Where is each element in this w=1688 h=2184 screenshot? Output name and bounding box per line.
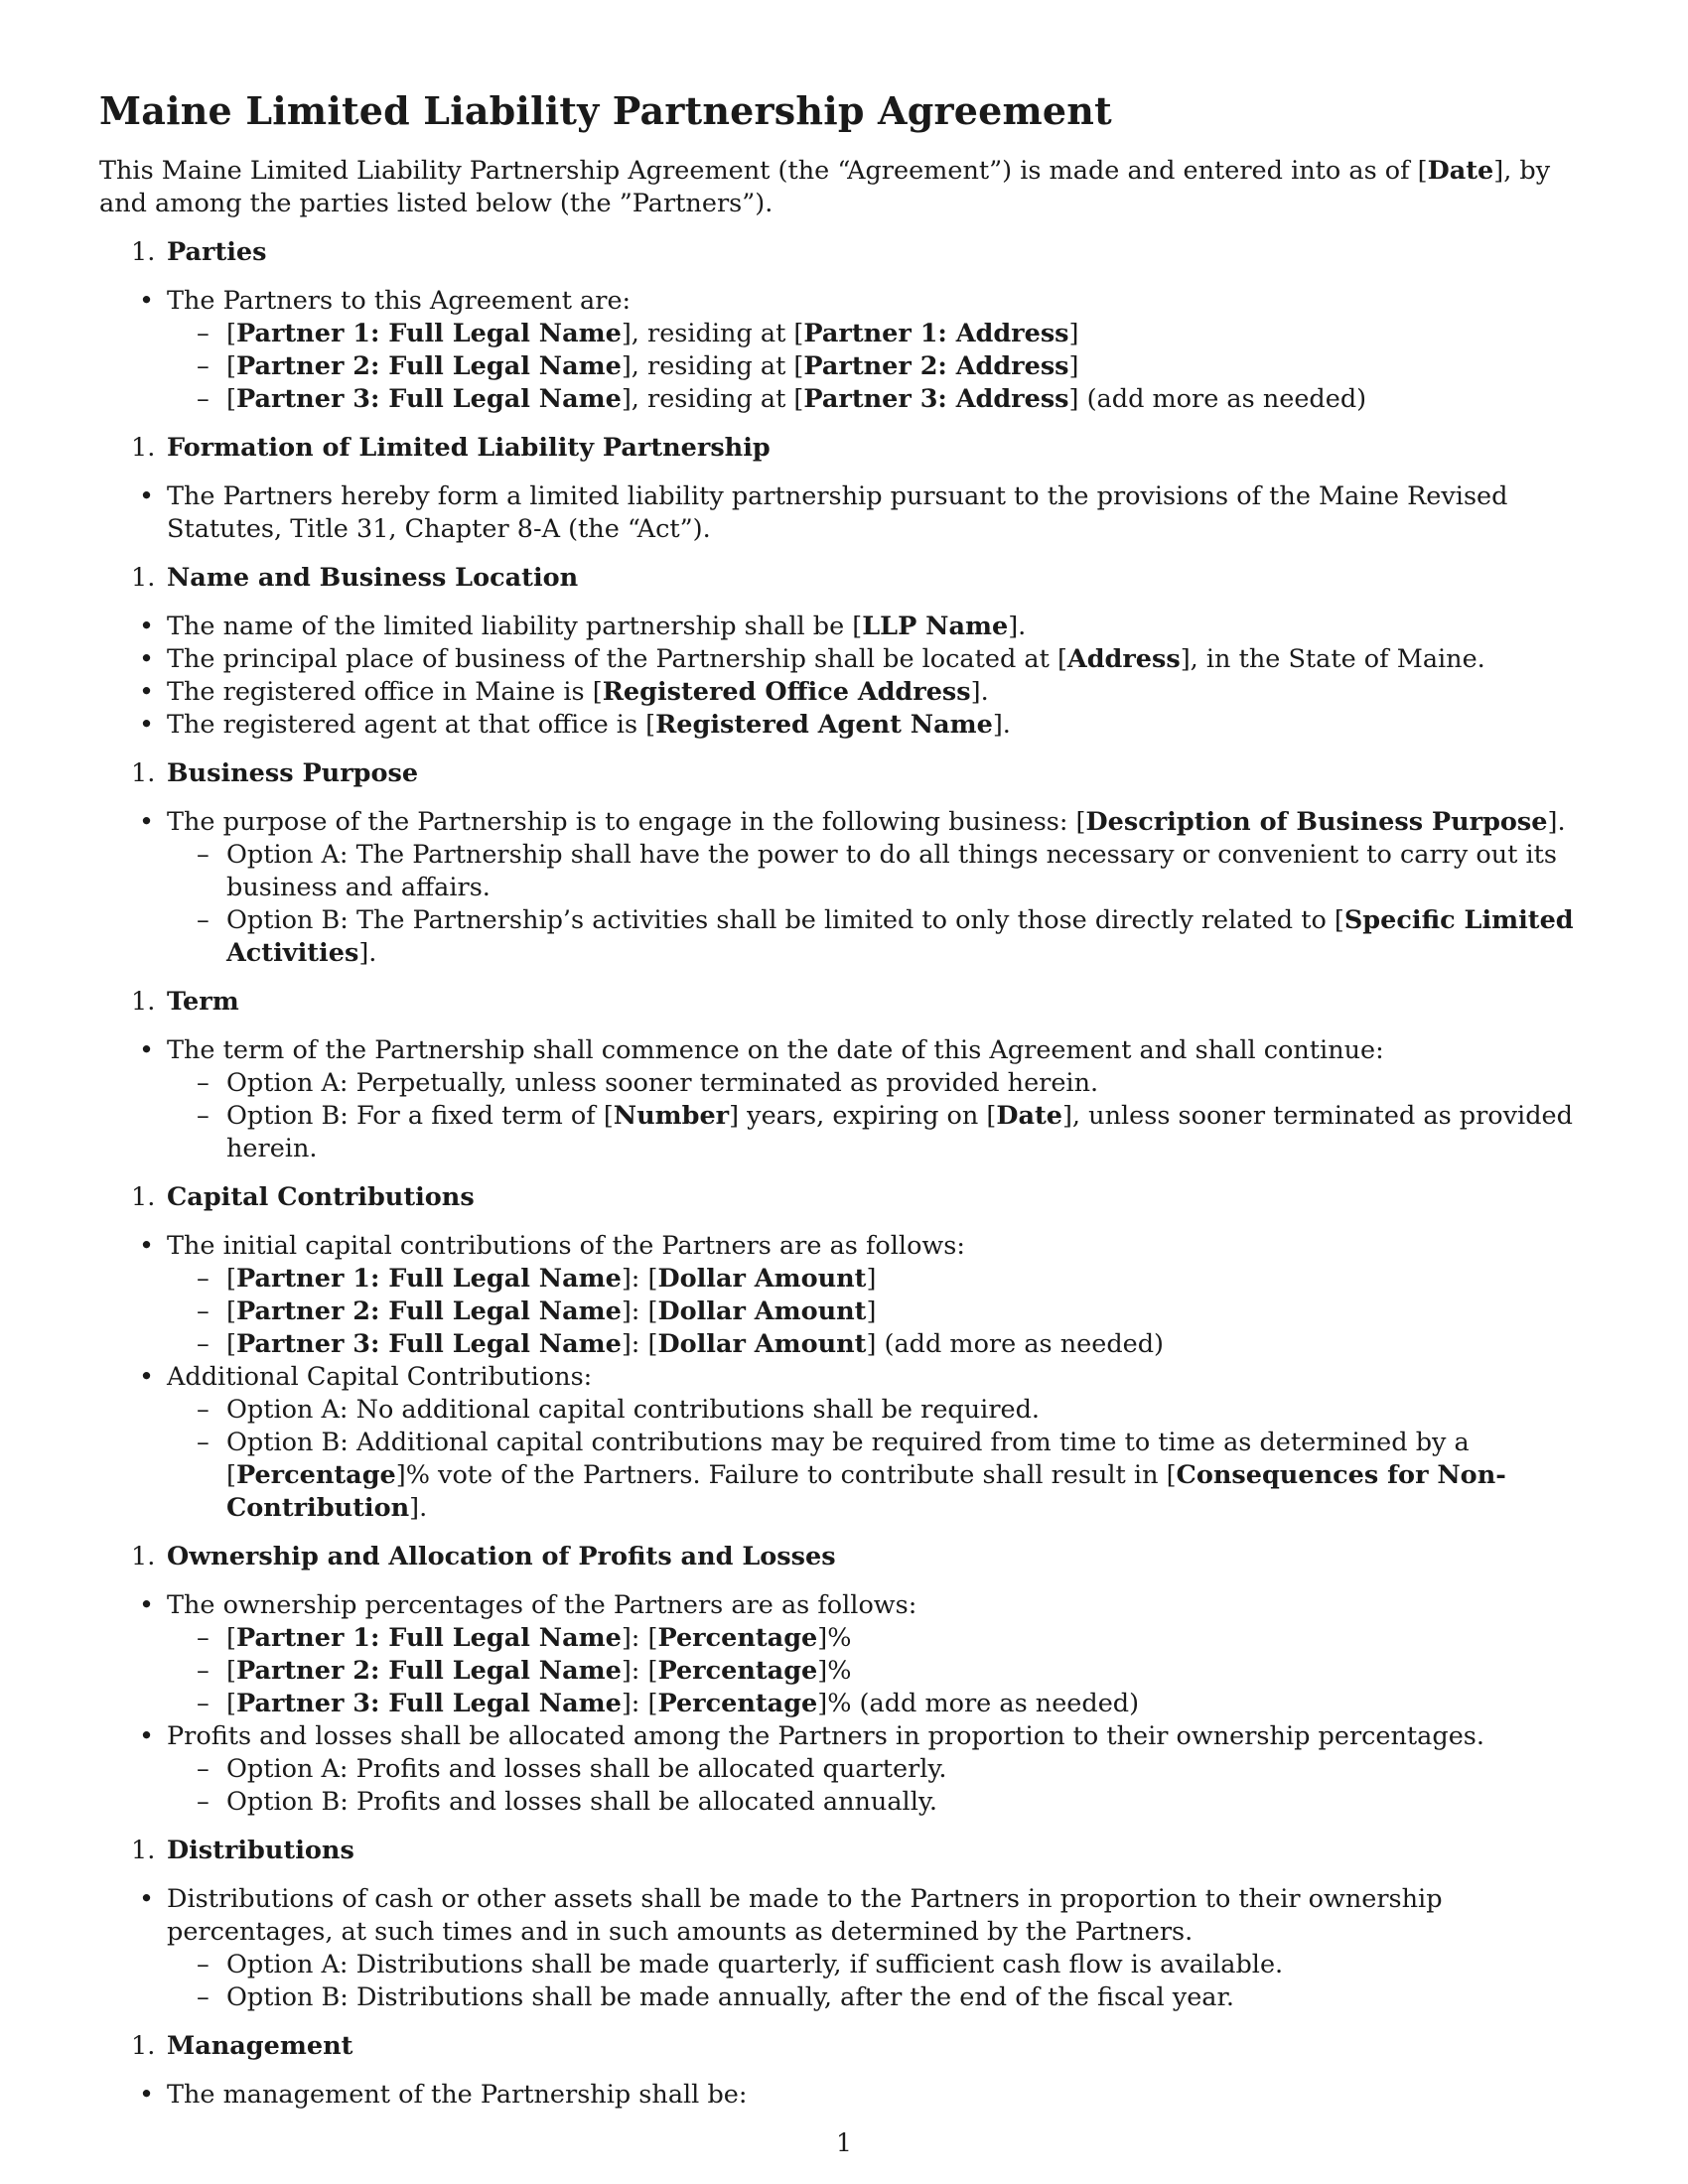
list-item: • Profits and losses shall be allocated among the Partners in proportion to their ownership percentages. – Option A: Profits and losses shall be allocated quarterly. – Option B: Profits and losses shall be allocated annually.: [99, 1720, 1589, 1819]
section-heading-capital: 1. Capital Contributions: [131, 1182, 475, 1212]
list-item: • The management of the Partnership shall be:: [99, 2079, 1589, 2112]
section-heading-distributions: 1. Distributions: [131, 1836, 354, 1865]
list-item: – [Partner 2: Full Legal Name], residing at [Partner 2: Address]: [167, 350, 1589, 383]
list-item: • Additional Capital Contributions: – Option A: No additional capital contributions shall be required. – Option B: Additional capital contributions may be required from time to time as determined by a [Percentage]% vote of the Partners. Failure to contribute shall result in [Consequences for Non-Contribution].: [99, 1361, 1589, 1525]
list-item: – Option B: Additional capital contributions may be required from time to time as determined by a [Percentage]% vote of the Partners. Failure to contribute shall result in [Consequences for Non-Contribution].: [167, 1427, 1589, 1525]
list-item: • The name of the limited liability partnership shall be [LLP Name].: [99, 611, 1589, 643]
list-item: – Option A: No additional capital contributions shall be required.: [167, 1394, 1589, 1427]
list-item: • The registered office in Maine is [Registered Office Address].: [99, 676, 1589, 709]
list-item: • The ownership percentages of the Partners are as follows: – [Partner 1: Full Legal Name]: [Percentage]% – [Partner 2: Full Legal Name]: [Percentage]% – [Partner 3: Full Legal Name]: [Percentage]% (add more as needed): [99, 1589, 1589, 1720]
list-item: – [Partner 1: Full Legal Name]: [Percentage]%: [167, 1622, 1589, 1655]
management-list: [99, 2079, 1589, 2112]
term-list: [99, 1034, 1589, 1165]
list-item: • The term of the Partnership shall commence on the date of this Agreement and shall continue: – Option A: Perpetually, unless sooner terminated as provided herein. – Option B: For a fixed term of [Number] years, expiring on [Date], unless sooner terminated as provided herein.: [99, 1034, 1589, 1165]
list-item: • Distributions of cash or other assets shall be made to the Partners in proportion to their ownership percentages, at such times and in such amounts as determined by the Partners. – Option A: Distributions shall be made quarterly, if sufficient cash flow is available. – Option B: Distributions shall be made annually, after the end of the fiscal year.: [99, 1883, 1589, 2014]
list-item: – [Partner 2: Full Legal Name]: [Dollar Amount]: [167, 1296, 1589, 1328]
list-item: – [Partner 1: Full Legal Name]: [Dollar Amount]: [167, 1263, 1589, 1296]
purpose-list: [99, 806, 1589, 970]
list-item: – [Partner 3: Full Legal Name]: [Percentage]% (add more as needed): [167, 1688, 1589, 1720]
list-item: • The registered agent at that office is [Registered Agent Name].: [99, 709, 1589, 742]
list-item: • The Partners to this Agreement are: – [Partner 1: Full Legal Name], residing at [Partner 1: Address] – [Partner 2: Full Legal Name], residing at [Partner 2: Address] – [Partner 3: Full Legal Name], residing at [Partner 3: Address] (add more as needed): [99, 285, 1589, 416]
list-item: • The purpose of the Partnership is to engage in the following business: [Description of Business Purpose]. – Option A: The Partnership shall have the power to do all things necessary or convenient to carry out its business and affairs. – Option B: The Partnership’s activities shall be limited to only those directly related to [Specific Limited Activities].: [99, 806, 1589, 970]
list-item: – [Partner 3: Full Legal Name], residing at [Partner 3: Address] (add more as needed): [167, 383, 1589, 416]
list-item: – [Partner 3: Full Legal Name]: [Dollar Amount] (add more as needed): [167, 1328, 1589, 1361]
capital-list: [99, 1230, 1589, 1525]
section-heading-term: 1. Term: [131, 987, 239, 1017]
list-item: • The principal place of business of the Partnership shall be located at [Address], in the State of Maine.: [99, 643, 1589, 676]
list-item: – [Partner 1: Full Legal Name], residing at [Partner 1: Address]: [167, 318, 1589, 350]
list-item: – Option B: Distributions shall be made annually, after the end of the fiscal year.: [167, 1981, 1589, 2014]
list-item: – [Partner 2: Full Legal Name]: [Percentage]%: [167, 1655, 1589, 1688]
intro-paragraph: This Maine Limited Liability Partnership Agreement (the “Agreement”) is made and entered into as of [Date], by and among the parties listed below (the ”Partners”).: [99, 156, 1551, 218]
list-item: – Option B: Profits and losses shall be allocated annually.: [167, 1786, 1589, 1819]
list-item: – Option A: Perpetually, unless sooner terminated as provided herein.: [167, 1067, 1589, 1100]
ownership-list: [99, 1589, 1589, 1819]
section-heading-name-location: 1. Name and Business Location: [131, 563, 579, 593]
document-title: Maine Limited Liability Partnership Agreement: [99, 88, 1112, 133]
distributions-list: [99, 1883, 1589, 2014]
document-page: [99, 85, 1589, 2127]
page-number: 1: [836, 2128, 852, 2157]
list-item: • The Partners hereby form a limited liability partnership pursuant to the provisions of the Maine Revised Statutes, Title 31, Chapter 8-A (the “Act”).: [99, 480, 1589, 546]
section-heading-parties: 1. Parties: [131, 237, 267, 267]
section-heading-management: 1. Management: [131, 2031, 353, 2061]
formation-list: [99, 480, 1589, 546]
section-heading-purpose: 1. Business Purpose: [131, 758, 419, 788]
list-item: – Option A: Profits and losses shall be allocated quarterly.: [167, 1753, 1589, 1786]
list-item: – Option A: Distributions shall be made quarterly, if sufficient cash flow is available.: [167, 1949, 1589, 1981]
parties-list: [99, 285, 1589, 416]
list-item: • The initial capital contributions of the Partners are as follows: – [Partner 1: Full Legal Name]: [Dollar Amount] – [Partner 2: Full Legal Name]: [Dollar Amount] – [Partner 3: Full Legal Name]: [Dollar Amount] (add more as needed): [99, 1230, 1589, 1361]
section-heading-ownership: 1. Ownership and Allocation of Profits and Losses: [131, 1542, 836, 1571]
name-location-list: [99, 611, 1589, 742]
list-item: – Option A: The Partnership shall have the power to do all things necessary or convenient to carry out its business and affairs.: [167, 839, 1589, 904]
section-heading-formation: 1. Formation of Limited Liability Partnership: [131, 433, 771, 463]
list-item: – Option B: The Partnership’s activities shall be limited to only those directly related to [Specific Limited Activities].: [167, 904, 1589, 970]
list-item: – Option B: For a fixed term of [Number] years, expiring on [Date], unless sooner terminated as provided herein.: [167, 1100, 1589, 1165]
